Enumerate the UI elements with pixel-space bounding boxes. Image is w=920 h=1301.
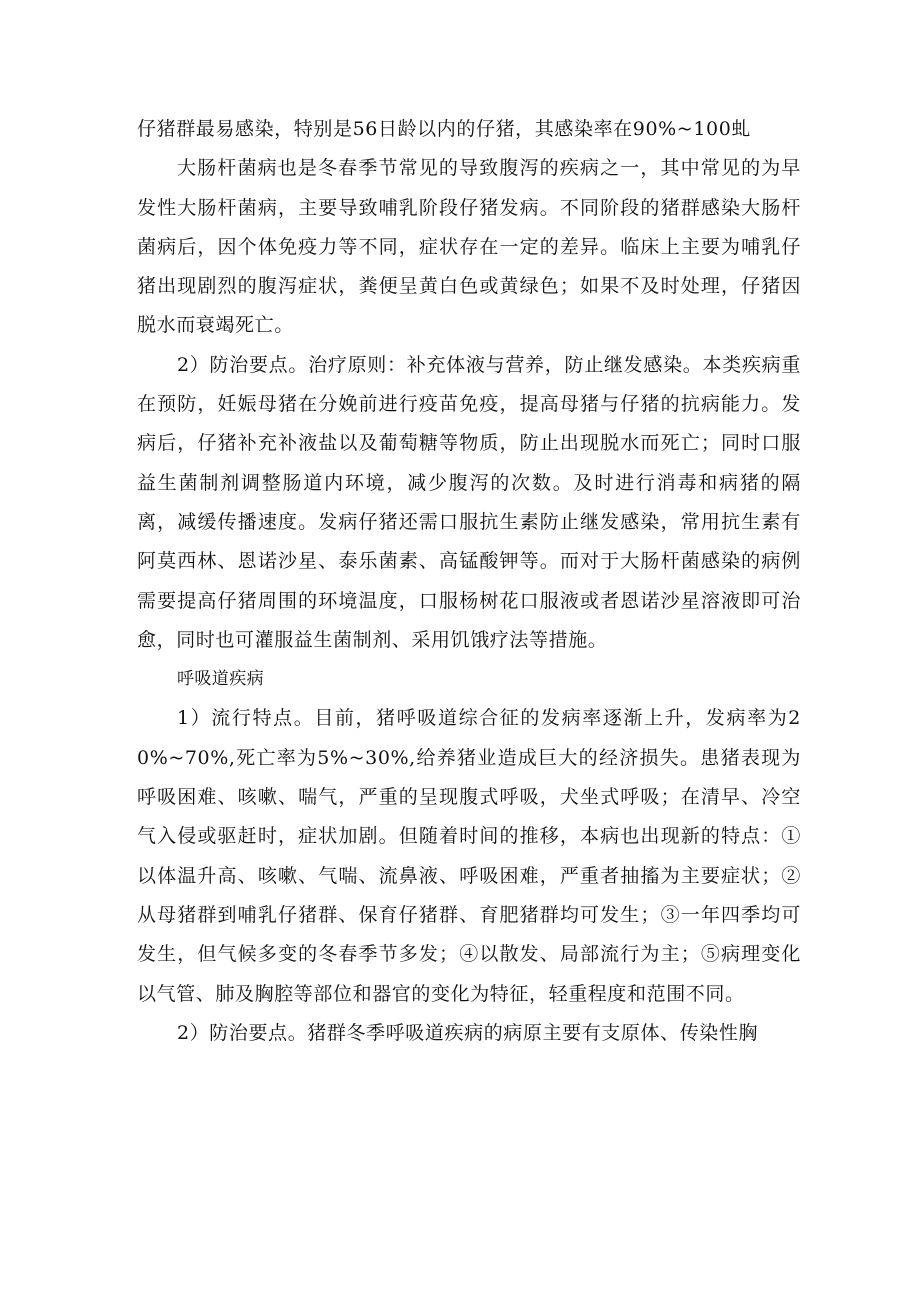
document-body [137,110,801,1053]
paragraph-ecoli-prevention: 2）防治要点。治疗原则：补充体液与营养，防止继发感染。本类疾病重在预防，妊娠母猪在分娩前进行疫苗免疫，提高母猪与仔猪的抗病能力。发病后，仔猪补充补液盐以及葡萄糖等物质，防止出现脱水而死亡；同时口服益生菌制剂调整肠道内环境，减少腹泻的次数。及时进行消毒和病猪的隔离，减缓传播速度。发病仔猪还需口服抗生素防止继发感染，常用抗生素有阿莫西林、恩诺沙星、泰乐菌素、高锰酸钾等。而对于大肠杆菌感染的病例需要提高仔猪周围的环境温度，口服杨树花口服液或者恩诺沙星溶液即可治愈，同时也可灌服益生菌制剂、采用饥饿疗法等措施。 [137,353,801,651]
paragraph-continuation: 仔猪群最易感染，特别是56日龄以内的仔猪，其感染率在90%~100虬 [137,118,751,140]
section-heading-respiratory: 呼吸道疾病 [177,669,264,690]
paragraph-ecoli-overview: 大肠杆菌病也是冬春季节常见的导致腹泻的疾病之一，其中常见的为早发性大肠杆菌病，主要导致哺乳阶段仔猪发病。不同阶段的猪群感染大肠杆菌病后，因个体免疫力等不同，症状存在一定的差异。临床上主要为哺乳仔猪出现剧烈的腹泻症状，粪便呈黄白色或黄绿色；如果不及时处理，仔猪因脱水而衰竭死亡。 [137,157,801,337]
paragraph-respiratory-prevention: 2）防治要点。猪群冬季呼吸道疾病的病原主要有支原体、传染性胸 [177,1021,759,1044]
paragraph-respiratory-epidemiology: 1）流行特点。目前，猪呼吸道综合征的发病率逐渐上升，发病率为20%~70%,死亡率为5%~30%,给养猪业造成巨大的经济损失。患猪表现为呼吸困难、咳嗽、喘气，严重的呈现腹式呼吸，犬坐式呼吸；在清早、冷空气入侵或驱赶时，症状加剧。但随着时间的推移，本病也出现新的特点：①以体温升高、咳嗽、气喘、流鼻液、呼吸困难，严重者抽搐为主要症状；②从母猪群到哺乳仔猪群、保育仔猪群、育肥猪群均可发生；③一年四季均可发生，但气候多变的冬春季节多发；④以散发、局部流行为主；⑤病理变化以气管、肺及胸腔等部位和器官的变化为特征，轻重程度和范围不同。 [137,707,801,1005]
